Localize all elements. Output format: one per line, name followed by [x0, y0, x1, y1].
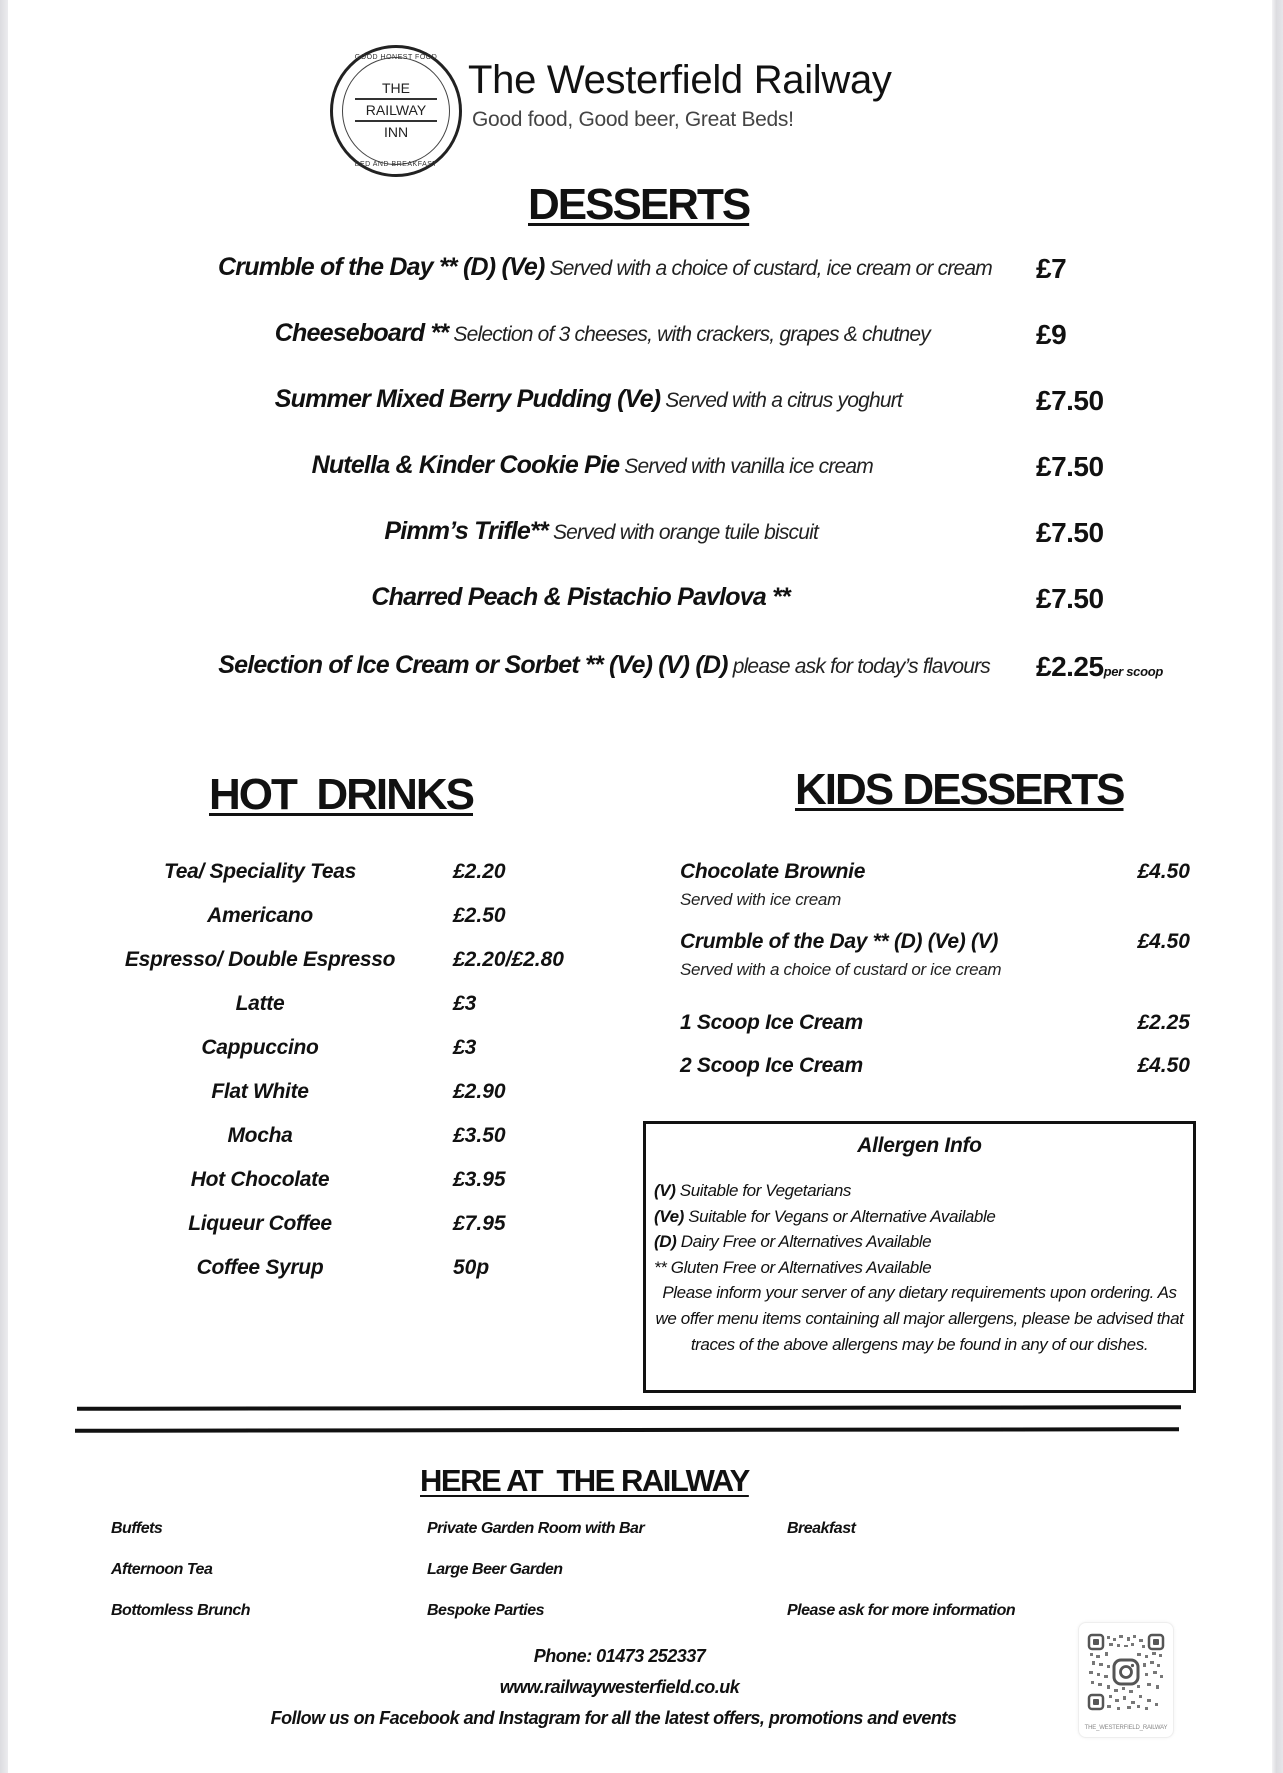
allergen-code: **	[654, 1257, 667, 1277]
dessert-item	[110, 517, 1170, 557]
kids-dessert-price: £4.50	[1137, 860, 1190, 883]
dessert-price: £7.50	[1036, 385, 1104, 416]
allergen-key-gluten-free	[654, 1255, 995, 1281]
kids-dessert-name: 1 Scoop Ice Cream	[680, 1011, 863, 1034]
facility-item: Buffets	[111, 1520, 163, 1537]
drink-item	[100, 904, 620, 944]
price-unit: per scoop	[1103, 664, 1164, 679]
drink-price: £2.20/£2.80	[453, 948, 564, 971]
dessert-name: Selection of Ice Cream or Sorbet ** (Ve) (V) (D)	[218, 651, 728, 679]
allergen-meaning: Suitable for Vegetarians	[675, 1181, 852, 1200]
drink-name: Coffee Syrup	[196, 1256, 324, 1279]
dessert-description: please ask for today’s flavours	[727, 655, 990, 678]
dessert-name: Summer Mixed Berry Pudding (Ve)	[274, 385, 661, 413]
allergen-code: (Ve)	[654, 1206, 684, 1226]
drink-name: Mocha	[227, 1124, 293, 1147]
hot-drinks-heading: HOT DRINKS	[209, 770, 473, 819]
allergen-key-vegetarian	[654, 1178, 995, 1204]
facility-item: Large Beer Garden	[427, 1561, 563, 1578]
qr-caption: THE_WESTERFIELD_RAILWAY	[1084, 1725, 1168, 1731]
allergen-code: (V)	[654, 1181, 676, 1200]
dessert-price: £7.50	[1036, 583, 1104, 614]
instagram-qr-card	[1078, 1622, 1174, 1738]
kids-dessert-price: £4.50	[1137, 1054, 1190, 1077]
logo-line-inn: INN	[383, 124, 409, 140]
qr-code	[1087, 1633, 1165, 1711]
divider-rule	[75, 1427, 1179, 1433]
drink-name: Liqueur Coffee	[188, 1212, 332, 1235]
drink-item	[100, 1256, 620, 1296]
dessert-item	[110, 651, 1170, 691]
drink-name: Cappuccino	[201, 1036, 319, 1059]
drink-item	[100, 1036, 620, 1076]
logo-line-the: THE	[382, 80, 410, 96]
drink-item	[100, 1080, 620, 1120]
dessert-description: Served with vanilla ice cream	[619, 455, 873, 478]
facility-item: Breakfast	[787, 1520, 856, 1537]
drink-price: £3.95	[453, 1168, 506, 1191]
drink-item	[100, 1212, 620, 1252]
page-edge-left	[0, 0, 8, 1773]
brand-tagline: Good food, Good beer, Great Beds!	[472, 108, 794, 131]
drink-price: £2.50	[453, 904, 506, 927]
allergen-meaning: Dairy Free or Alternatives Available	[676, 1232, 932, 1251]
kids-dessert-description: Served with a choice of custard or ice cream	[680, 960, 1002, 979]
facility-item-more-info: Please ask for more information	[787, 1602, 1016, 1619]
kids-desserts-heading: KIDS DESSERTS	[795, 765, 1124, 814]
allergen-code: (D)	[654, 1232, 677, 1251]
kids-dessert-price: £2.25	[1137, 1011, 1190, 1034]
logo-ring-bottom-text: BED AND BREAKFAST	[354, 161, 438, 168]
facility-item: Bottomless Brunch	[111, 1602, 251, 1619]
facility-item: Afternoon Tea	[111, 1561, 213, 1578]
logo-ring-top-text: GOOD HONEST FOOD	[354, 54, 438, 61]
allergen-key-vegan	[654, 1204, 995, 1230]
drink-price: £2.20	[453, 860, 506, 883]
divider-rule	[77, 1405, 1181, 1411]
drink-item	[100, 1124, 620, 1164]
allergen-note: Please inform your server of any dietary requirements upon ordering. As we offer menu items containing all major allergens, please be advised that traces of the above allergens may be found in any of our dishes.	[655, 1283, 1184, 1354]
dessert-price	[1036, 651, 1163, 683]
drink-name: Hot Chocolate	[190, 1168, 330, 1191]
facility-item: Private Garden Room with Bar	[427, 1520, 645, 1537]
allergen-info-box	[643, 1121, 1196, 1393]
kids-dessert-price: £4.50	[1137, 930, 1190, 953]
dessert-description: Served with a choice of custard, ice cream or cream	[544, 257, 992, 280]
dessert-item	[110, 253, 1170, 293]
drink-item	[100, 860, 620, 900]
kids-dessert-description: Served with ice cream	[680, 890, 841, 909]
kids-dessert-name: Crumble of the Day ** (D) (Ve) (V)	[680, 930, 999, 953]
dessert-item	[110, 319, 1170, 359]
drink-item	[100, 992, 620, 1032]
contact-phone: Phone: 01473 252337	[533, 1646, 706, 1666]
instagram-icon	[1114, 1660, 1138, 1684]
dessert-description: Served with orange tuile biscuit	[547, 521, 818, 544]
dessert-price: £7.50	[1036, 451, 1104, 482]
logo-line-railway: RAILWAY	[355, 98, 437, 122]
allergen-meaning: Gluten Free or Alternatives Available	[666, 1257, 932, 1277]
dessert-name: Nutella & Kinder Cookie Pie	[311, 451, 620, 479]
drink-item	[100, 1168, 620, 1208]
dessert-name: Cheeseboard **	[274, 319, 449, 347]
drink-price: 50p	[453, 1256, 490, 1279]
dessert-price: £7.50	[1036, 517, 1104, 548]
kids-dessert-name: Chocolate Brownie	[680, 860, 866, 883]
facility-item: Bespoke Parties	[427, 1602, 545, 1619]
desserts-heading: DESSERTS	[528, 180, 750, 229]
drink-price: £2.90	[453, 1080, 506, 1103]
drink-name: Americano	[207, 904, 313, 927]
dessert-item	[110, 583, 1170, 623]
dessert-price: £7	[1036, 253, 1067, 284]
social-media-text: Follow us on Facebook and Instagram for all the latest offers, promotions and events	[270, 1708, 957, 1728]
kids-dessert-name: 2 Scoop Ice Cream	[680, 1054, 863, 1077]
drink-name: Latte	[235, 992, 285, 1015]
drink-item	[100, 948, 620, 988]
dessert-item	[110, 385, 1170, 425]
dessert-description: Served with a citrus yoghurt	[660, 389, 902, 412]
drink-name: Tea/ Speciality Teas	[163, 860, 357, 883]
drink-price: £3.50	[453, 1124, 506, 1147]
dessert-price-value: £2.25	[1036, 651, 1104, 682]
dessert-description: Selection of 3 cheeses, with crackers, grapes & chutney	[448, 323, 930, 346]
website-link[interactable]: www.railwaywesterfield.co.uk	[499, 1677, 740, 1697]
drink-name: Flat White	[211, 1080, 309, 1103]
drink-name: Espresso/ Double Espresso	[124, 948, 396, 971]
dessert-item	[110, 451, 1170, 491]
drink-price: £3	[453, 992, 477, 1015]
allergen-key-list	[654, 1178, 995, 1280]
drink-price: £7.95	[453, 1212, 506, 1235]
dessert-name: Crumble of the Day ** (D) (Ve)	[218, 253, 545, 281]
here-at-railway-heading: HERE AT THE RAILWAY	[420, 1463, 749, 1498]
allergen-info-title: Allergen Info	[857, 1134, 982, 1157]
dessert-name: Charred Peach & Pistachio Pavlova **	[371, 583, 790, 611]
page-edge-right	[1272, 0, 1283, 1773]
dessert-price: £9	[1036, 319, 1067, 350]
dessert-name: Pimm’s Trifle**	[384, 517, 548, 545]
brand-title: The Westerfield Railway	[468, 58, 892, 102]
railway-inn-logo	[330, 45, 462, 177]
drink-price: £3	[453, 1036, 477, 1059]
allergen-meaning: Suitable for Vegans or Alternative Available	[683, 1206, 996, 1226]
logo-center-text	[355, 78, 437, 142]
allergen-key-dairy-free	[654, 1229, 995, 1255]
